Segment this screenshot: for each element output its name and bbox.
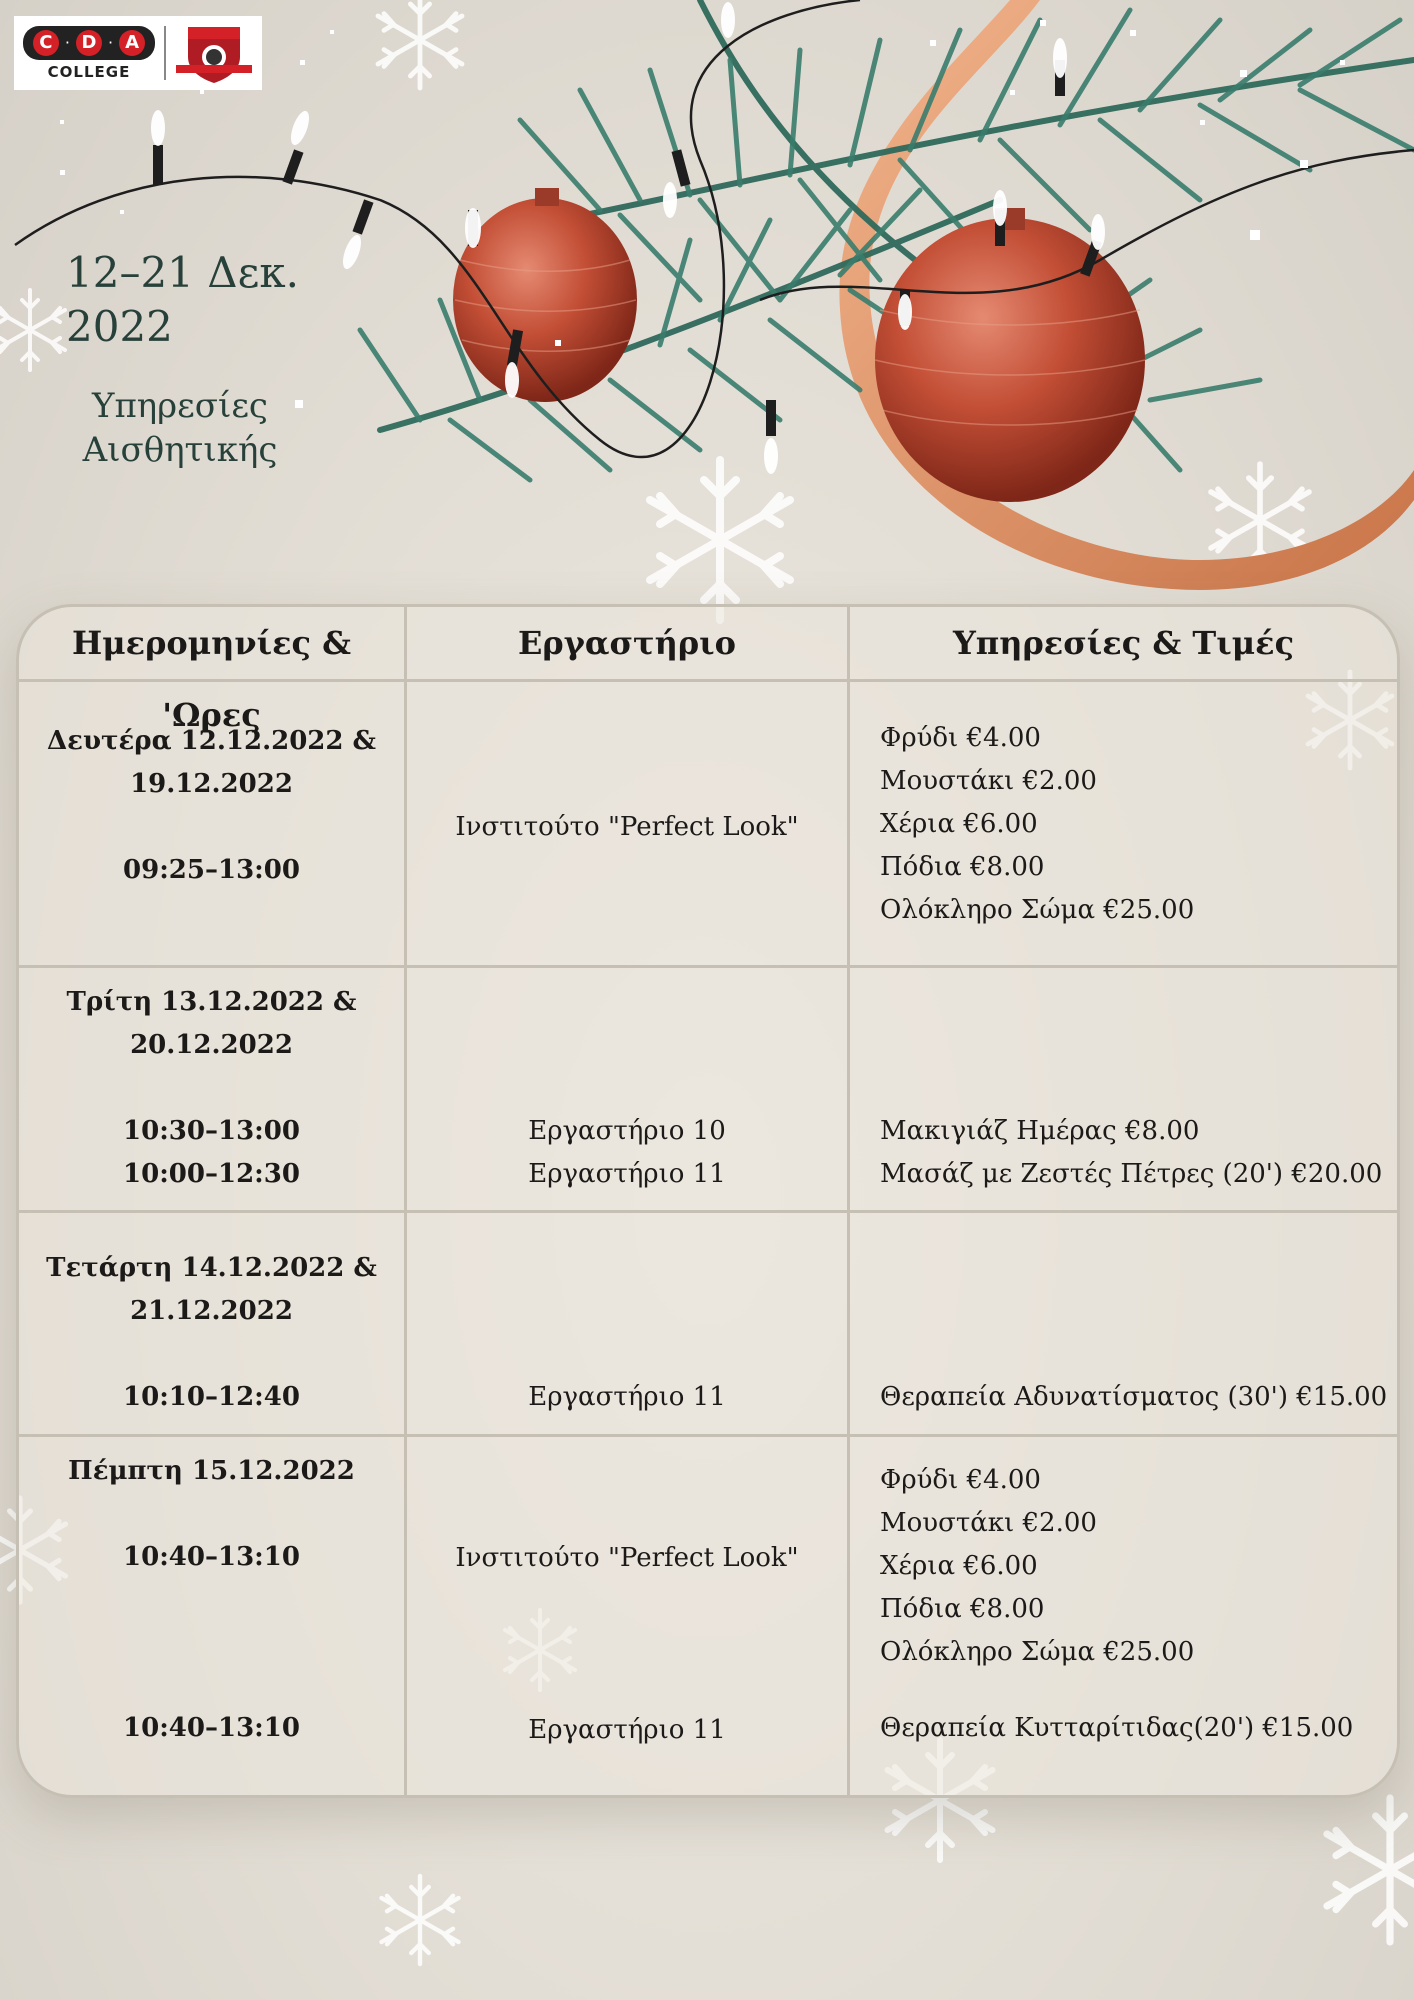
row-services-cell	[847, 1437, 1397, 1795]
event-title-line: Αισθητικής	[82, 430, 278, 470]
row-lab: Εργαστήριο 10	[528, 1116, 726, 1146]
service-item: Πόδια €8.00	[880, 852, 1045, 882]
service-item: Μουστάκι €2.00	[880, 766, 1097, 796]
service-item: Μουστάκι €2.00	[880, 1508, 1097, 1538]
event-dates	[66, 246, 366, 354]
row-lab: Εργαστήριο 11	[528, 1715, 726, 1745]
service-item: Πόδια €8.00	[880, 1594, 1045, 1624]
row-dates-cell	[19, 682, 404, 965]
row-lab-cell	[404, 1437, 847, 1795]
service-item: Χέρια €6.00	[880, 809, 1038, 839]
table-row	[19, 968, 1397, 1213]
row-lab-cell	[404, 968, 847, 1210]
row-dates-cell	[19, 1437, 404, 1795]
logo-letter: A	[119, 30, 145, 56]
row-time: 10:00–12:30	[123, 1159, 300, 1189]
service-item: Μακιγιάζ Ημέρας €8.00	[880, 1116, 1200, 1146]
service-item: Μασάζ με Ζεστές Πέτρες (20') €20.00	[880, 1159, 1383, 1189]
service-item: Φρύδι €4.00	[880, 1465, 1041, 1495]
logo-letter: D	[76, 30, 102, 56]
row-time: 10:40–13:10	[123, 1542, 300, 1572]
cda-college-logo	[14, 16, 262, 90]
service-item: Ολόκληρο Σώμα €25.00	[880, 895, 1195, 925]
row-lab: Εργαστήριο 11	[528, 1382, 726, 1412]
cda-wordmark: C · D · A COLLEGE	[14, 16, 164, 90]
row-time: 10:10–12:40	[123, 1382, 300, 1412]
row-date: 20.12.2022	[130, 1030, 293, 1060]
crest-icon	[166, 16, 262, 90]
schedule-table	[16, 604, 1400, 1798]
column-header-lab: Εργαστήριο	[404, 607, 847, 679]
row-services-cell	[847, 968, 1397, 1210]
row-date: Τρίτη 13.12.2022 &	[66, 987, 357, 1017]
event-date-range: 12–21 Δεκ.	[66, 248, 299, 297]
row-time: 10:30–13:00	[123, 1116, 300, 1146]
row-dates-cell	[19, 968, 404, 1210]
snowflake-icon	[382, 1876, 459, 1964]
table-row	[19, 1213, 1397, 1437]
row-services-cell	[847, 682, 1397, 965]
row-lab-cell	[404, 682, 847, 965]
logo-college-text: COLLEGE	[47, 62, 131, 81]
row-time: 10:40–13:10	[123, 1713, 300, 1743]
row-lab: Εργαστήριο 11	[528, 1159, 726, 1189]
row-time: 09:25–13:00	[123, 855, 300, 885]
snowflake-icon	[650, 460, 790, 620]
snowflake-icon	[378, 0, 462, 88]
snowflake-icon	[1327, 1798, 1414, 1942]
row-lab: Ινστιτούτο "Perfect Look"	[455, 812, 799, 842]
column-header-services: Υπηρεσίες & Τιμές	[847, 607, 1397, 679]
ornament-ball	[875, 218, 1145, 502]
event-title	[60, 384, 300, 472]
row-date: 19.12.2022	[130, 769, 293, 799]
service-item: Θεραπεία Αδυνατίσματος (30') €15.00	[880, 1382, 1388, 1412]
row-date: 21.12.2022	[130, 1296, 293, 1326]
service-item: Φρύδι €4.00	[880, 723, 1041, 753]
row-date: Τετάρτη 14.12.2022 &	[46, 1253, 377, 1283]
table-row	[19, 1437, 1397, 1795]
snowflake-icon	[0, 290, 65, 370]
row-lab-cell	[404, 1213, 847, 1434]
column-header-dates: Ημερομηνίες & 'Ωρες	[71, 624, 352, 734]
row-date: Δευτέρα 12.12.2022 &	[46, 726, 377, 756]
service-item: Θεραπεία Κυτταρίτιδας(20') €15.00	[880, 1713, 1354, 1743]
table-header-row	[19, 607, 1397, 734]
service-item: Ολόκληρο Σώμα €25.00	[880, 1637, 1195, 1667]
row-services-cell	[847, 1213, 1397, 1434]
row-date: Πέμπτη 15.12.2022	[68, 1456, 355, 1486]
event-year: 2022	[66, 302, 173, 351]
row-dates-cell	[19, 1213, 404, 1434]
row-lab: Ινστιτούτο "Perfect Look"	[455, 1543, 799, 1573]
service-item: Χέρια €6.00	[880, 1551, 1038, 1581]
logo-letter: C	[33, 30, 59, 56]
event-title-line: Υπηρεσίες	[92, 386, 268, 426]
table-row	[19, 682, 1397, 968]
